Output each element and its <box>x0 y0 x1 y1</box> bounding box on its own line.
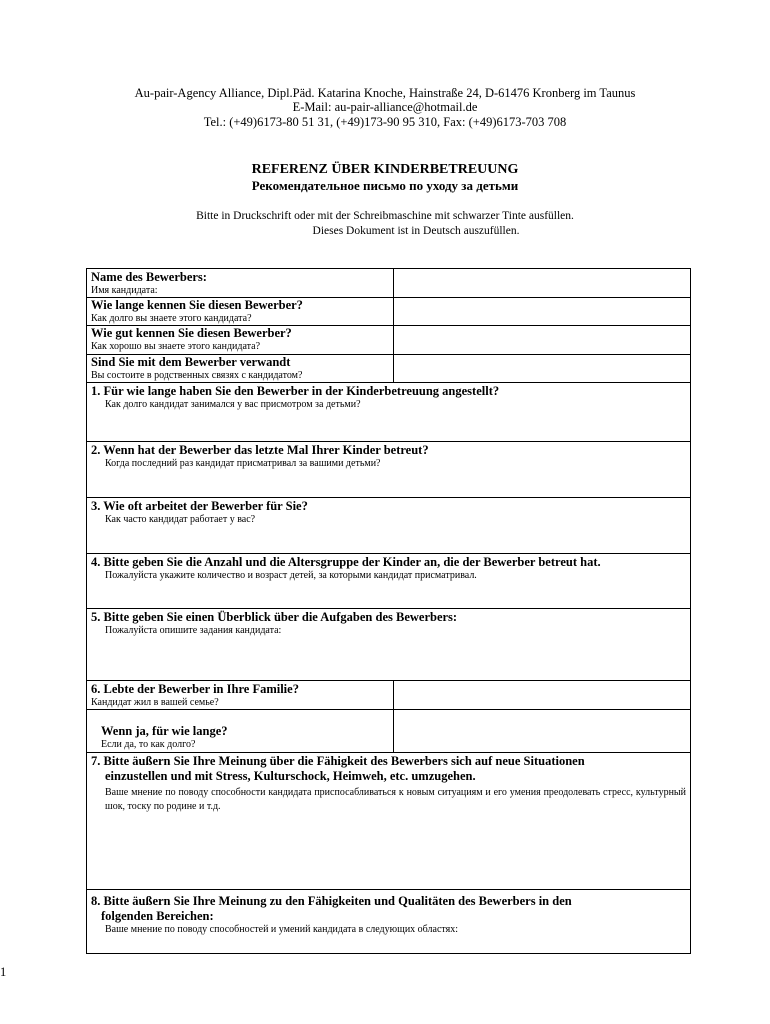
question-5 <box>87 609 690 681</box>
question-label-cell <box>87 710 394 752</box>
question-text-ru: Ваше мнение по поводу способности кандидата приспосабливаться к новым ситуациям и его умения преодолевать стресс, культурный шок, тоску по родине и т.д. <box>105 787 686 812</box>
field-row-how-well-known <box>87 326 690 355</box>
question-text-ru: Когда последний раз кандидат присматривал за вашими детьми? <box>105 458 381 469</box>
question-6 <box>87 681 690 710</box>
question-text-de: Wenn ja, für wie lange? <box>101 724 228 738</box>
question-text-de: 7. Bitte äußern Sie Ihre Meinung über die Fähigkeit des Bewerbers sich auf neue Situationen <box>91 754 585 768</box>
agency-phone: Tel.: (+49)6173-80 51 31, (+49)173-90 95 310, Fax: (+49)6173-703 708 <box>203 115 567 129</box>
question-3 <box>87 498 690 554</box>
field-label-ru: Как долго вы знаете этого кандидата? <box>91 313 252 324</box>
question-text-ru: Ваше мнение по поводу способностей и умений кандидата в следующих областях: <box>105 924 458 935</box>
question-1 <box>87 383 690 442</box>
question-text-de: 4. Bitte geben Sie die Anzahl und die Altersgruppe der Kinder an, die der Bewerber betreut hat. <box>91 555 601 569</box>
question-text-de: 3. Wie oft arbeitet der Bewerber für Sie? <box>91 499 308 513</box>
instruction-line-2: Dieses Dokument ist in Deutsch auszufüllen. <box>312 225 520 237</box>
field-label-cell <box>87 326 394 354</box>
question-text-de: 2. Wenn hat der Bewerber das letzte Mal Ihrer Kinder betreut? <box>91 443 429 457</box>
question-text-ru: Как часто кандидат работает у вас? <box>105 514 256 525</box>
question-text-ru: Пожалуйста укажите количество и возраст детей, за которыми кандидат присматривал. <box>105 570 477 581</box>
question-6b <box>87 710 690 753</box>
question-text-de: 6. Lebte der Bewerber in Ihre Familie? <box>91 682 299 696</box>
field-row-name <box>87 269 690 298</box>
question-7 <box>87 753 690 890</box>
question-text-ru: Кандидат жил в вашей семье? <box>91 697 219 708</box>
question-text-de-cont: folgenden Bereichen: <box>101 909 214 923</box>
question-2 <box>87 442 690 498</box>
field-label-cell <box>87 355 394 382</box>
field-label-ru: Имя кандидата: <box>91 285 158 296</box>
field-label-de: Wie gut kennen Sie diesen Bewerber? <box>91 326 292 340</box>
reference-form <box>86 268 691 954</box>
question-8 <box>87 890 690 953</box>
question-text-de: 8. Bitte äußern Sie Ihre Meinung zu den Fähigkeiten und Qualitäten des Bewerbers in den <box>91 894 572 908</box>
field-label-ru: Вы состоите в родственных связях с кандидатом? <box>91 370 303 381</box>
question-text-ru: Как долго кандидат занимался у вас присмотром за детьми? <box>105 399 361 410</box>
agency-email: E-Mail: au-pair-alliance@hotmail.de <box>292 100 478 114</box>
field-label-ru: Как хорошо вы знаете этого кандидата? <box>91 341 261 352</box>
question-text-ru: Пожалуйста опишите задания кандидата: <box>105 625 282 636</box>
field-row-related <box>87 355 690 383</box>
agency-address: Au-pair-Agency Alliance, Dipl.Päd. Katarina Knoche, Hainstraße 24, D-61476 Kronberg im Taunus <box>134 86 636 100</box>
field-label-de: Sind Sie mit dem Bewerber verwandt <box>91 355 291 369</box>
instruction-line-1: Bitte in Druckschrift oder mit der Schreibmaschine mit schwarzer Tinte ausfüllen. <box>196 210 574 222</box>
field-label-cell <box>87 269 394 297</box>
document-title-ru: Рекомендательное письмо по уходу за детьми <box>251 178 519 193</box>
document-title: REFERENZ ÜBER KINDERBETREUUNG <box>251 162 519 177</box>
question-text-de: 1. Für wie lange haben Sie den Bewerber in der Kinderbetreuung angestellt? <box>91 384 500 398</box>
field-row-how-long-known <box>87 298 690 326</box>
question-text-de: 5. Bitte geben Sie einen Überblick über die Aufgaben des Bewerbers: <box>91 610 458 624</box>
question-4 <box>87 554 690 609</box>
field-label-cell <box>87 298 394 325</box>
field-label-de: Wie lange kennen Sie diesen Bewerber? <box>91 298 303 312</box>
question-text-de-cont: einzustellen und mit Stress, Kulturschock, Heimweh, etc. umzugehen. <box>105 769 476 783</box>
question-text-ru: Если да, то как долго? <box>101 739 196 750</box>
page-number: 1 <box>0 965 7 979</box>
question-label-cell <box>87 681 394 709</box>
field-label-de: Name des Bewerbers: <box>91 270 207 284</box>
